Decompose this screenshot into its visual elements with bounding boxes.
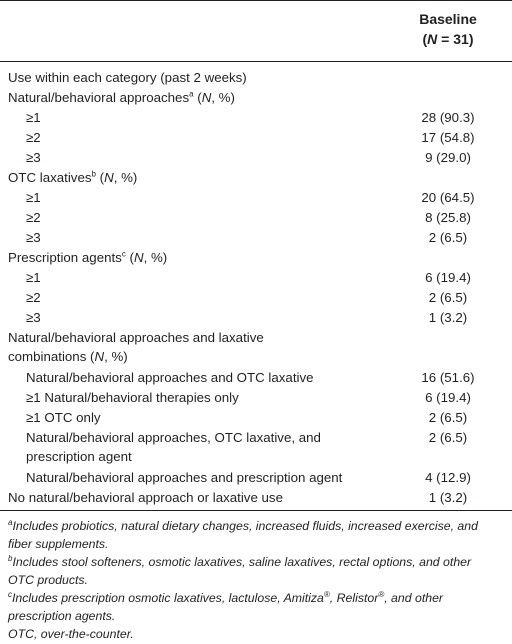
footnote-mark: b xyxy=(8,553,13,563)
table-row xyxy=(0,248,512,268)
row-label: ≥1 OTC only xyxy=(26,410,101,425)
footnote-text: Includes stool softeners, osmotic laxatives, saline laxatives, rectal options, and other OTC products. xyxy=(8,555,472,587)
row-label-text: , %) xyxy=(143,250,168,265)
row-label-italic: N xyxy=(94,349,105,364)
row-label-text: , %) xyxy=(104,349,128,364)
row-label: ≥3 xyxy=(26,230,41,245)
row-label-text: Natural/behavioral approaches and laxative xyxy=(8,330,264,345)
registered-mark: ® xyxy=(378,589,385,599)
registered-mark: ® xyxy=(323,589,330,599)
footnote-mark: a xyxy=(189,89,194,99)
table-body xyxy=(0,62,512,510)
row-label-text: combinations ( xyxy=(8,349,95,364)
row-label-text: , %) xyxy=(113,170,138,185)
row-label: ≥3 xyxy=(26,310,41,325)
footnote-mark: c xyxy=(121,249,126,259)
column-title: Baseline xyxy=(419,11,477,27)
footnote-mark: a xyxy=(8,517,13,527)
row-value: 16 (51.6) xyxy=(421,370,475,385)
footnote-text: , Relistor xyxy=(329,591,379,605)
row-label-text: ( xyxy=(193,90,202,105)
row-label: ≥1 xyxy=(26,110,41,125)
table-row xyxy=(0,288,512,308)
row-label: ≥2 xyxy=(26,290,41,305)
row-label-text: prescription agent xyxy=(26,449,132,464)
row-value: 28 (90.3) xyxy=(421,110,475,125)
row-label: ≥2 xyxy=(26,210,41,225)
row-value: 1 (3.2) xyxy=(428,310,468,325)
row-label: No natural/behavioral approach or laxative use xyxy=(8,490,283,505)
footnote-otc: OTC, over-the-counter. xyxy=(8,627,134,641)
table-row xyxy=(0,148,512,168)
footnote-c xyxy=(0,589,512,625)
table-row xyxy=(0,488,512,510)
table-row xyxy=(0,468,512,488)
row-label xyxy=(8,248,388,267)
table-row xyxy=(0,68,512,88)
table-row xyxy=(0,88,512,108)
row-value: 6 (19.4) xyxy=(425,390,471,405)
row-label: ≥3 xyxy=(26,150,41,165)
footnote-mark: b xyxy=(91,169,96,179)
row-value: 2 (6.5) xyxy=(428,410,468,425)
row-label-italic: N xyxy=(104,170,114,185)
table-header xyxy=(0,1,512,61)
row-value: 20 (64.5) xyxy=(421,190,475,205)
table-row xyxy=(0,308,512,328)
row-value: 9 (29.0) xyxy=(425,150,471,165)
table-row xyxy=(0,168,512,188)
table-row xyxy=(0,408,512,428)
row-label-italic: N xyxy=(201,90,212,105)
row-value: 4 (12.9) xyxy=(425,470,471,485)
row-label: ≥1 xyxy=(26,270,41,285)
row-value: 2 (6.5) xyxy=(428,230,468,245)
table-row xyxy=(0,268,512,288)
table-row xyxy=(0,108,512,128)
row-value: 2 (6.5) xyxy=(428,290,468,305)
row-label: Use within each category (past 2 weeks) xyxy=(8,70,247,85)
footnote-text: Includes probiotics, natural dietary changes, increased fluids, increased exercise, and fiber supplements. xyxy=(8,519,478,551)
row-label: Natural/behavioral approaches and prescription agent xyxy=(26,470,343,485)
row-label-text: ( xyxy=(125,250,134,265)
footnote-text: Includes prescription osmotic laxatives, lactulose, Amitiza xyxy=(12,591,324,605)
row-label-text: , %) xyxy=(211,90,235,105)
row-label: Natural/behavioral approaches and OTC laxative xyxy=(26,370,314,385)
row-label: ≥1 Natural/behavioral therapies only xyxy=(26,390,239,405)
table-row xyxy=(0,208,512,228)
row-label-text: Natural/behavioral approaches xyxy=(8,90,190,105)
row-label-text: OTC laxatives xyxy=(8,170,92,185)
table-row xyxy=(0,188,512,208)
row-value: 8 (25.8) xyxy=(425,210,471,225)
footnote-mark: c xyxy=(8,589,12,599)
row-label xyxy=(8,88,388,107)
footnote-b xyxy=(0,553,512,589)
footnote-a xyxy=(0,517,512,553)
row-label-text: Natural/behavioral approaches, OTC laxative, and xyxy=(26,430,321,445)
table-row xyxy=(0,128,512,148)
row-value: 1 (3.2) xyxy=(428,490,468,505)
row-label xyxy=(8,168,388,187)
table-row xyxy=(0,328,512,368)
row-label: ≥2 xyxy=(26,130,41,145)
row-label-text: Prescription agents xyxy=(8,250,122,265)
table-row xyxy=(0,428,512,468)
row-label-italic: N xyxy=(133,250,144,265)
row-label xyxy=(26,428,406,466)
row-label xyxy=(8,328,388,366)
footnote-text: , and other prescription agents. xyxy=(8,591,444,623)
row-value: 2 (6.5) xyxy=(428,430,468,445)
footnotes xyxy=(0,511,512,643)
row-label-text: ( xyxy=(95,170,105,185)
column-n-rest: = 31) xyxy=(437,31,474,47)
column-n xyxy=(398,31,498,47)
row-label: ≥1 xyxy=(26,190,41,205)
row-value: 6 (19.4) xyxy=(425,270,471,285)
column-n-var: N xyxy=(427,31,438,47)
table-row xyxy=(0,228,512,248)
row-value: 17 (54.8) xyxy=(421,130,475,145)
table-row xyxy=(0,388,512,408)
table-row xyxy=(0,368,512,388)
column-n-open: ( xyxy=(422,31,428,47)
